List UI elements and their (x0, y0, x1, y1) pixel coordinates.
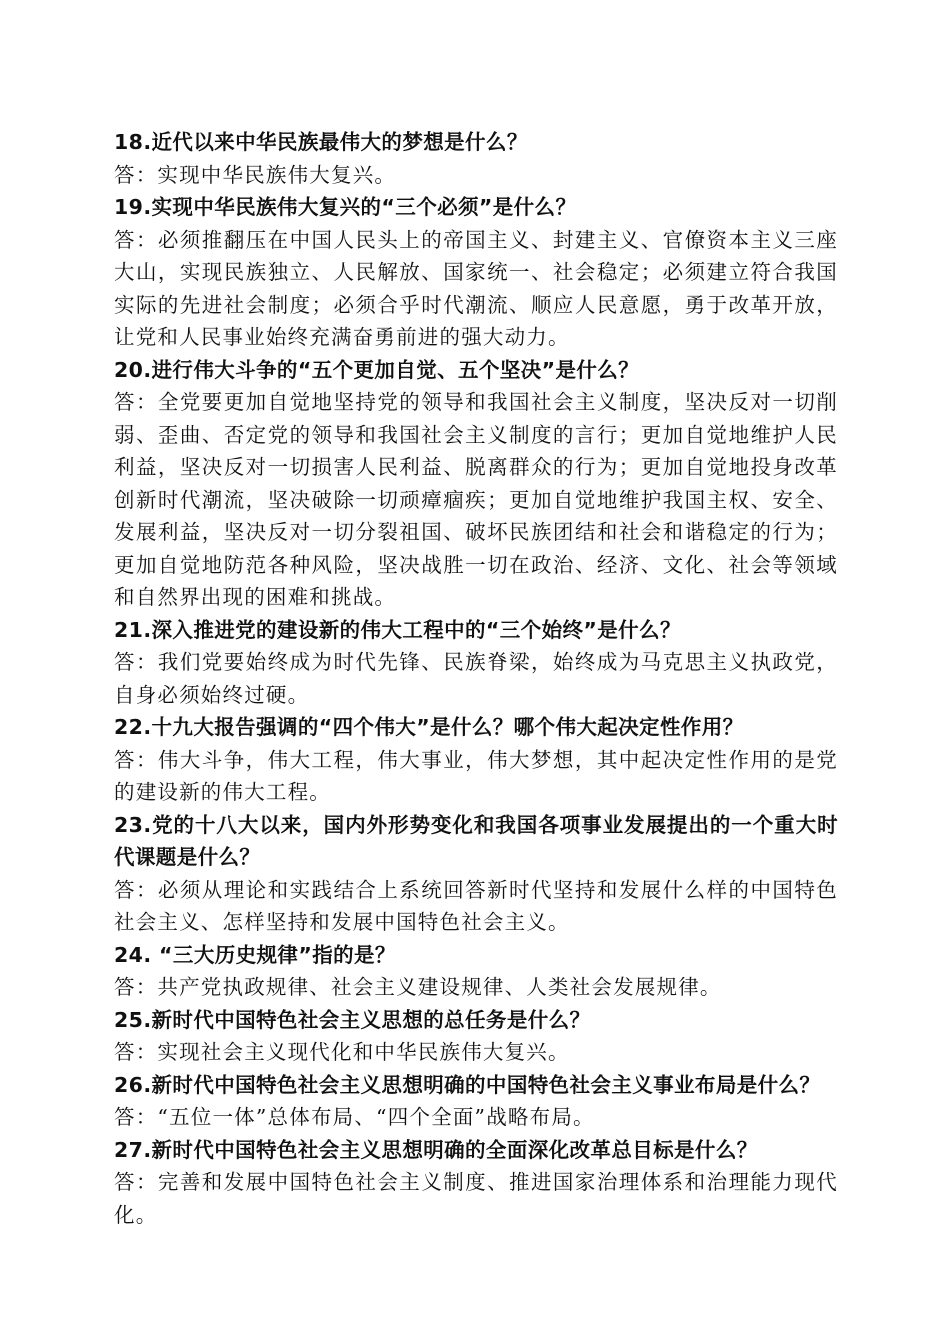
answer-18: 答：实现中华民族伟大复兴。 (114, 162, 397, 187)
answer-27: 答：完善和发展中国特色社会主义制度、推进国家治理体系和治理能力现代化。 (114, 1170, 838, 1227)
answer-19: 答：必须推翻压在中国人民头上的帝国主义、封建主义、官僚资本主义三座大山，实现民族独立、人民解放、国家统一、社会稳定；必须建立符合我国实际的先进社会制度；必须合乎时代潮流、顺应人民意愿，勇于改革开放，让党和人民事业始终充满奋勇前进的强大动力。 (114, 227, 838, 349)
answer-24: 答：共产党执政规律、社会主义建设规律、人类社会发展规律。 (114, 975, 722, 999)
answer-23: 答：必须从理论和实践结合上系统回答新时代坚持和发展什么样的中国特色社会主义、怎样坚持和发展中国特色社会主义。 (114, 877, 838, 934)
question-26: 26.新时代中国特色社会主义思想明确的中国特色社会主义事业布局是什么？ (114, 1072, 821, 1097)
answer-25: 答：实现社会主义现代化和中华民族伟大复兴。 (114, 1040, 570, 1064)
qa-item-20 (114, 354, 838, 614)
question-22: 22.十九大报告强调的“四个伟大”是什么？哪个伟大起决定性作用？ (114, 715, 744, 739)
qa-item-19 (114, 191, 838, 354)
qa-item-27 (114, 1134, 838, 1232)
question-25: 25.新时代中国特色社会主义思想的总任务是什么？ (114, 1007, 591, 1032)
qa-item-25 (114, 1004, 838, 1069)
answer-26: 答：“五位一体”总体布局、“四个全面”战略布局。 (114, 1105, 595, 1129)
answer-20: 答：全党要更加自觉地坚持党的领导和我国社会主义制度，坚决反对一切削弱、歪曲、否定党的领导和我国社会主义制度的言行；更加自觉地维护人民利益，坚决反对一切损害人民利益、脱离群众的行为；更加自觉地投身改革创新时代潮流，坚决破除一切顽瘴痼疾；更加自觉地维护我国主权、安全、发展利益，坚决反对一切分裂祖国、破坏民族团结和社会和谐稳定的行为；更加自觉地防范各种风险，坚决战胜一切在政治、经济、文化、社会等领域和自然界出现的困难和挑战。 (114, 390, 838, 609)
document-page (114, 126, 838, 1231)
question-27: 27.新时代中国特色社会主义思想明确的全面深化改革总目标是什么？ (114, 1137, 758, 1162)
question-19: 19.实现中华民族伟大复兴的“三个必须”是什么？ (114, 195, 577, 219)
qa-item-22 (114, 711, 838, 809)
qa-item-18 (114, 126, 838, 191)
qa-item-23 (114, 809, 838, 939)
question-20: 20.进行伟大斗争的“五个更加自觉、五个坚决”是什么？ (114, 357, 640, 382)
question-18: 18.近代以来中华民族最伟大的梦想是什么？ (114, 130, 528, 154)
qa-item-21 (114, 614, 838, 712)
qa-item-24 (114, 939, 838, 1004)
answer-21: 答：我们党要始终成为时代先锋、民族脊梁，始终成为马克思主义执政党，自身必须始终过硬。 (114, 650, 838, 707)
question-24: 24. “三大历史规律”指的是？ (114, 942, 396, 967)
qa-item-26 (114, 1069, 838, 1134)
question-23: 23.党的十八大以来，国内外形势变化和我国各项事业发展提出的一个重大时代课题是什么？ (114, 812, 838, 869)
question-21: 21.深入推进党的建设新的伟大工程中的“三个始终”是什么？ (114, 617, 681, 642)
answer-22: 答：伟大斗争，伟大工程，伟大事业，伟大梦想，其中起决定性作用的是党的建设新的伟大工程。 (114, 747, 838, 804)
